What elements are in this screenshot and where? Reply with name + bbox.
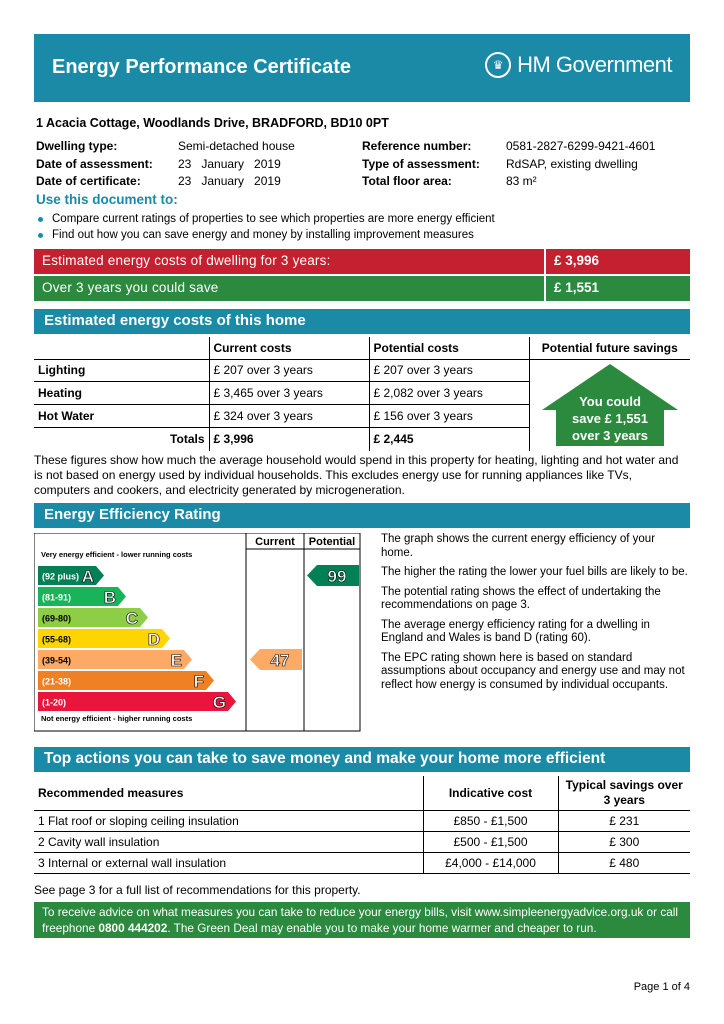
- rating-band-range: (21-38): [42, 676, 72, 687]
- estimated-costs-bar: [34, 249, 690, 274]
- rating-band-letter: F: [193, 672, 204, 691]
- table-header: Potential future savings: [529, 337, 690, 359]
- page-number: Page 1 of 4: [633, 981, 690, 993]
- rating-band-range: (1-20): [42, 697, 67, 708]
- info-value: Semi-detached house: [178, 139, 295, 153]
- page-title: Energy Performance Certificate: [52, 56, 352, 78]
- rating-band-range: (92 plus): [42, 571, 80, 582]
- table-cell: 2 Cavity wall insulation: [38, 834, 160, 849]
- table-cell: £ 231: [558, 810, 690, 831]
- rating-band-a: [38, 566, 104, 586]
- costs-table: [34, 337, 690, 451]
- table-cell: £ 2,082 over 3 years: [369, 382, 529, 405]
- table-cell: £ 324 over 3 years: [209, 405, 369, 428]
- bullet-icon: [38, 217, 43, 222]
- info-value: 0581-2827-6299-9421-4601: [506, 139, 656, 153]
- could-save-label: Over 3 years you could save: [42, 280, 219, 295]
- table-header: Potential costs: [369, 337, 529, 359]
- potential-rating-marker-value: 99: [327, 567, 347, 586]
- actions-section-title: Top actions you can take to save money and make your home more efficient: [34, 747, 690, 772]
- rating-text-para: The higher the rating the lower your fuel bills are likely to be.: [381, 566, 688, 578]
- table-cell: £ 156 over 3 years: [369, 405, 529, 428]
- table-cell: 1 Flat roof or sloping ceiling insulation: [38, 813, 239, 828]
- could-save-bar: [34, 276, 690, 301]
- table-cell: £ 3,465 over 3 years: [209, 382, 369, 405]
- costs-explanation: These figures show how much the average household would spend in this property for heating, lighting and hot water and is not based on energy used by individual households. This excludes energy use for running appliances like TVs, computers and cookers, and electricity generated by microgeneration.: [34, 453, 679, 497]
- rating-text-para: The graph shows the current energy efficiency of your home.: [381, 533, 656, 559]
- info-key: Date of assessment:: [36, 156, 153, 171]
- info-key: Total floor area:: [362, 174, 452, 188]
- table-header: Current costs: [209, 337, 369, 359]
- table-cell: £ 207 over 3 years: [369, 359, 529, 382]
- rating-band-range: (69-80): [42, 613, 72, 624]
- table-header: Typical savings over 3 years: [558, 776, 690, 810]
- actions-table: [34, 776, 690, 874]
- costs-section-title: Estimated energy costs of this home: [34, 309, 690, 334]
- info-left: [36, 138, 295, 191]
- info-value: RdSAP, existing dwelling: [506, 156, 638, 171]
- table-cell: Lighting: [38, 363, 86, 378]
- info-key: Dwelling type:: [36, 139, 118, 153]
- table-cell: £4,000 - £14,000: [423, 852, 558, 873]
- rating-svg: [34, 533, 364, 733]
- savings-arrow-cell: [529, 359, 690, 451]
- freephone-number: 0800 444202: [98, 920, 168, 935]
- table-cell: 3 Internal or external wall insulation: [38, 855, 227, 870]
- hm-government-text: HM Government: [517, 52, 672, 77]
- rating-band-range: (39-54): [42, 655, 72, 666]
- rating-band-letter: D: [147, 630, 160, 649]
- rating-band-letter: A: [81, 567, 94, 586]
- rating-band-g: [38, 692, 236, 712]
- info-key: Type of assessment:: [362, 156, 480, 171]
- info-right: [362, 138, 655, 191]
- potential-col-header: Potential: [308, 536, 356, 548]
- table-cell: Hot Water: [38, 409, 95, 424]
- totals-potential: £ 2,445: [369, 428, 529, 451]
- rating-band-b: [38, 587, 126, 607]
- table-cell: £ 300: [558, 831, 690, 852]
- rating-band-range: (81-91): [42, 592, 72, 603]
- table-cell: £ 480: [558, 852, 690, 873]
- efficient-caption: Very energy efficient - lower running costs: [41, 550, 193, 559]
- crest-icon: ♛: [485, 52, 511, 78]
- rating-band-letter: B: [103, 588, 116, 607]
- current-rating-marker: [250, 649, 302, 670]
- rating-band-f: [38, 671, 214, 691]
- rating-band-d: [38, 629, 170, 649]
- current-rating-marker-value: 47: [270, 651, 290, 670]
- table-header: Indicative cost: [423, 776, 558, 810]
- list-item: [36, 228, 495, 244]
- rating-text-para: The potential rating shows the effect of undertaking the recommendations on page 3.: [381, 585, 661, 611]
- savings-line-3: over 3 years: [571, 427, 648, 443]
- rating-band-letter: E: [170, 651, 182, 670]
- rating-band-bar: [38, 692, 236, 711]
- bullet-icon: [38, 233, 43, 238]
- advice-text-end: . The Green Deal may enable you to make your home warmer and cheaper to run.: [167, 920, 597, 935]
- use-list: [36, 212, 495, 243]
- rating-band-letter: C: [125, 609, 138, 628]
- table-cell: £500 - £1,500: [423, 831, 558, 852]
- use-document-title: Use this document to:: [36, 192, 178, 207]
- rating-text-para: The EPC rating shown here is based on standard assumptions about occupancy and energy use and may not reflect how energy is consumed by individual occupants.: [381, 651, 685, 691]
- info-value: 23 January 2019: [178, 156, 281, 171]
- totals-current: £ 3,996: [209, 428, 369, 451]
- table-cell: £ 207 over 3 years: [209, 359, 369, 382]
- rating-band-range: (55-68): [42, 634, 72, 645]
- current-col-header: Current: [255, 536, 295, 548]
- estimated-costs-value: £ 3,996: [544, 249, 690, 274]
- table-header: Recommended measures: [38, 785, 184, 800]
- list-item: [36, 212, 495, 228]
- info-value: 83 m²: [506, 174, 537, 188]
- header-banner: [34, 34, 690, 102]
- savings-line-2: save £ 1,551: [571, 410, 648, 426]
- list-item-text: Find out how you can save energy and money by installing improvement measures: [52, 228, 474, 241]
- inefficient-caption: Not energy efficient - higher running costs: [41, 714, 193, 723]
- rating-band-c: [38, 608, 148, 628]
- rating-section-title: Energy Efficiency Rating: [34, 503, 690, 528]
- hm-government-logo: [485, 52, 672, 78]
- table-header: [34, 337, 209, 359]
- info-value: 23 January 2019: [178, 174, 281, 188]
- recommendations-note: See page 3 for a full list of recommendations for this property.: [34, 883, 361, 897]
- list-item-text: Compare current ratings of properties to see which properties are more energy efficient: [52, 213, 495, 225]
- table-cell: £850 - £1,500: [423, 810, 558, 831]
- totals-label: Totals: [170, 432, 205, 447]
- rating-band-letter: G: [212, 693, 226, 712]
- table-cell: Heating: [38, 386, 83, 401]
- energy-rating-chart: [34, 533, 364, 736]
- could-save-value: £ 1,551: [544, 276, 690, 301]
- potential-rating-marker: [307, 565, 359, 586]
- property-address: 1 Acacia Cottage, Woodlands Drive, BRADFORD, BD10 0PT: [36, 116, 389, 130]
- info-key: Reference number:: [362, 139, 472, 153]
- savings-house-graphic: [530, 360, 690, 448]
- rating-text-para: The average energy efficiency rating for a dwelling in England and Wales is band D (rating 60).: [381, 618, 650, 644]
- rating-band-e: [38, 650, 192, 670]
- estimated-costs-label: Estimated energy costs of dwelling for 3 years:: [42, 253, 331, 268]
- savings-line-1: You could: [578, 393, 641, 409]
- advice-text: To receive advice on what measures you can take to reduce your energy bills, visit www.simpleenergyadvice.org.uk or call freephone: [42, 905, 679, 935]
- advice-box: [34, 902, 690, 938]
- rating-explanation: [381, 533, 690, 698]
- info-key: Date of certificate:: [36, 174, 141, 188]
